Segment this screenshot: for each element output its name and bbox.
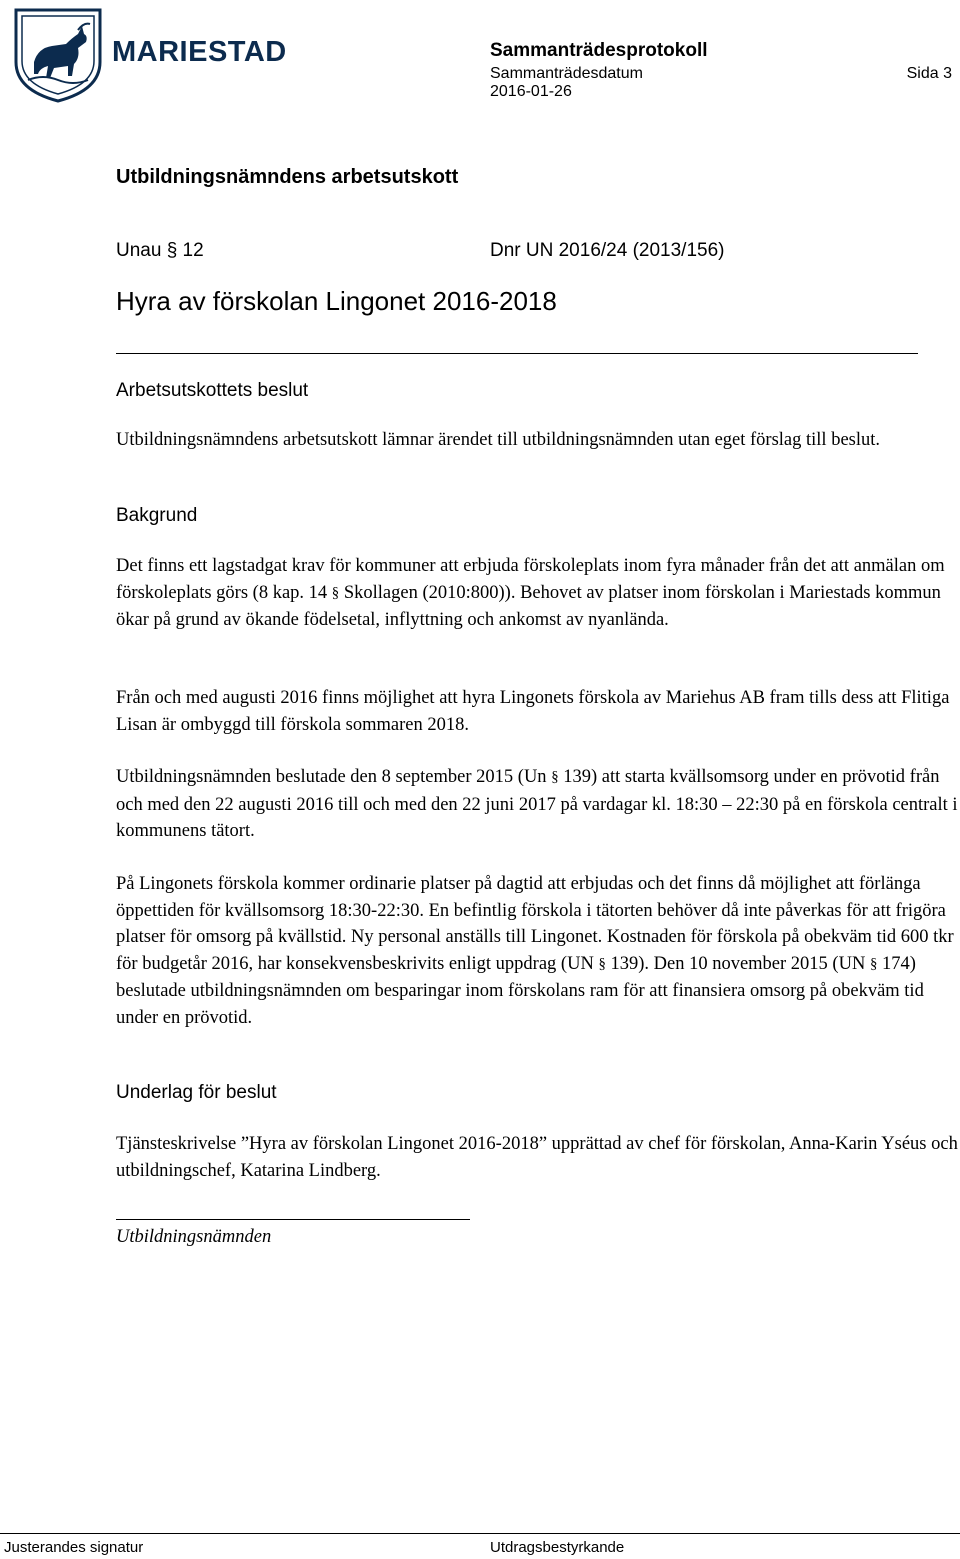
logo-wordmark: MARIESTAD: [112, 36, 287, 68]
background-paragraph-1: [116, 553, 960, 634]
recipient-divider: [116, 1219, 470, 1220]
paragraph-text: Skollagen (2010:800)). Behovet av platser inom förskolan i Mariestads kommun ökar på grund av ökande födelsetal, inflyttning och ankomst av nyanlända.: [116, 582, 941, 630]
basis-heading: Underlag för beslut: [116, 1082, 277, 1103]
section-sign: §: [598, 955, 606, 972]
background-paragraph-2: [116, 685, 960, 738]
section-sign: §: [331, 584, 340, 601]
paragraph-text: På Lingonets förskola kommer ordinarie platser på dagtid att erbjudas och det finns då möjlighet att förlänga öppettiden för kvällsomsorg 18:30-22:30. En befintlig förskola i tätorten behöver då inte påverkas för att frigöra platser för omsorg på kvällstid. Ny personal anställs till Lingonet. Kostnaden för förskola på obekväm tid 600 tkr för budgetår 2016, har konsekvensbeskrivits enligt uppdrag (UN: [116, 874, 954, 974]
footer-divider: [0, 1533, 960, 1534]
decision-text: [116, 427, 960, 454]
decision-paragraph: Utbildningsnämndens arbetsutskott lämnar ärendet till utbildningsnämnden utan eget förslag till beslut.: [116, 430, 881, 450]
paragraph-text: Det finns ett lagstadgat krav för kommuner att erbjuda förskoleplats inom fyra månader från det att anmälan om förskoleplats görs (8 kap. 14: [116, 556, 945, 603]
paragraph-text: Från och med augusti 2016 finns möjlighet att hyra Lingonets förskola av Mariehus AB fram tills dess att Flitiga Lisan är ombyggd till förskola sommaren 2018.: [116, 688, 950, 735]
committee-name: Utbildningsnämndens arbetsutskott: [116, 166, 459, 188]
case-title: Hyra av förskolan Lingonet 2016-2018: [116, 286, 557, 316]
case-number: Unau § 12: [116, 240, 204, 261]
coat-of-arms-icon: [8, 4, 108, 104]
background-paragraph-4: [116, 871, 960, 1031]
signature-label: Justerandes signatur: [4, 1539, 144, 1556]
page-number: Sida 3: [906, 65, 952, 82]
basis-text: [116, 1131, 960, 1184]
decision-heading: Arbetsutskottets beslut: [116, 380, 309, 401]
background-heading: Bakgrund: [116, 505, 198, 526]
paragraph-text: 139) att starta kvällsomsorg under en prövotid från och med den 22 augusti 2016 till och med den 22 juni 2017 på vardagar kl. 18:30 – 22:30 på en förskola centralt i kommunens tätort.: [116, 767, 958, 841]
meeting-date: 2016-01-26: [490, 83, 572, 100]
extract-certification-label: Utdragsbestyrkande: [490, 1539, 625, 1556]
basis-paragraph: Tjänsteskrivelse ”Hyra av förskolan Lingonet 2016-2018” upprättad av chef för förskolan, Anna-Karin Yséus och utbildningschef, Katarina Lindberg.: [116, 1134, 958, 1181]
paragraph-text: Utbildningsnämnden beslutade den 8 september 2015 (Un: [116, 767, 552, 787]
section-sign: §: [551, 769, 559, 786]
paragraph-text: 174) beslutade utbildningsnämnden om besparingar inom förskolans ram för att finansiera omsorg på obekväm tid under en prövotid.: [116, 953, 924, 1028]
registration-number: Dnr UN 2016/24 (2013/156): [490, 240, 725, 261]
paragraph-text: 139). Den 10 november 2015 (UN: [605, 953, 870, 974]
document-title: Sammanträdesprotokoll: [490, 40, 708, 61]
recipient: Utbildningsnämnden: [116, 1227, 272, 1247]
municipality-logo: [8, 4, 287, 104]
background-paragraph-3: [116, 764, 960, 845]
section-sign: §: [869, 955, 878, 972]
meeting-date-label: Sammanträdesdatum: [490, 65, 643, 82]
title-divider: [116, 353, 918, 354]
